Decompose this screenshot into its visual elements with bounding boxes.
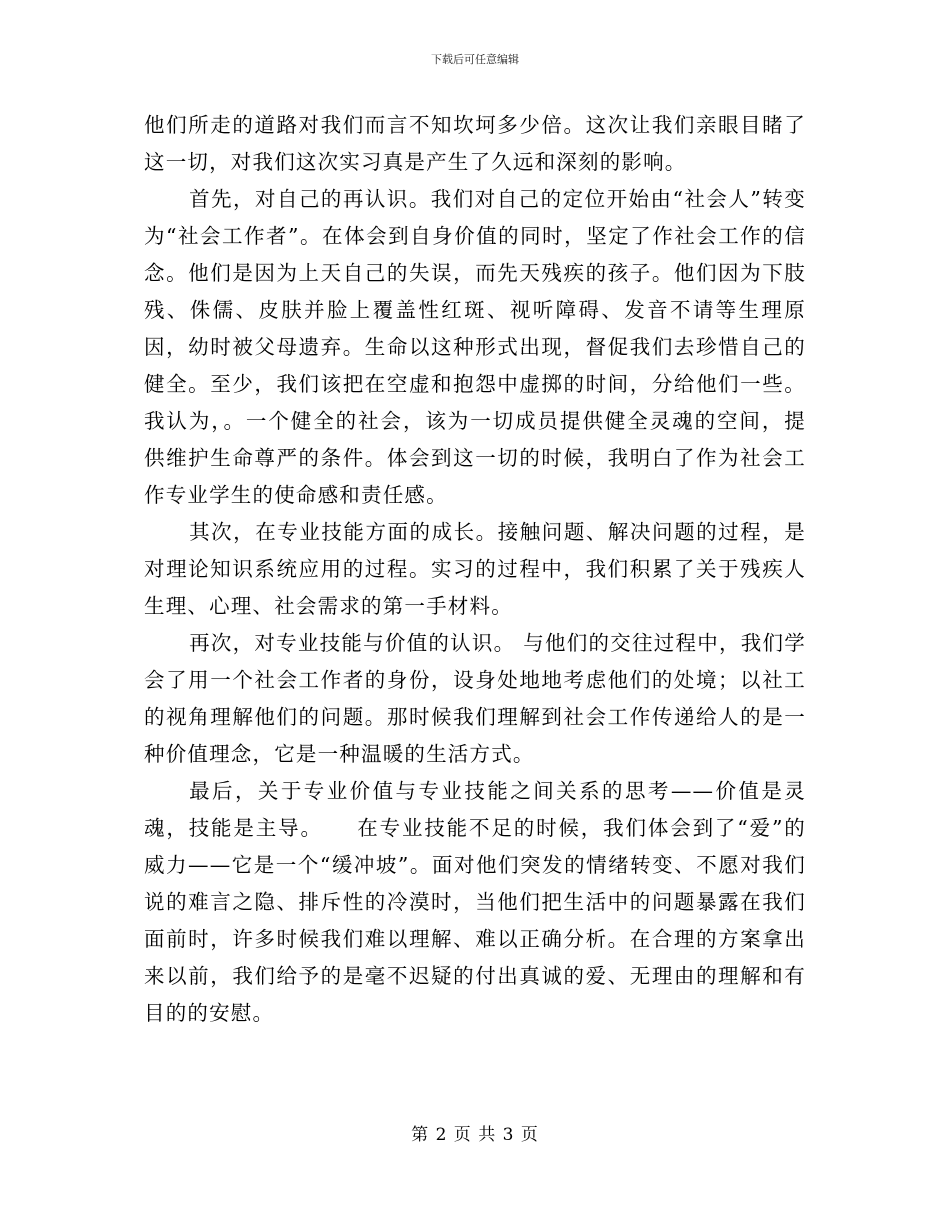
paragraph-second: 其次，在专业技能方面的成长。接触问题、解决问题的过程，是对理论知识系统应用的过程。实习的过程中，我们积累了关于残疾人生理、心理、社会需求的第一手材料。 [144,520,806,618]
paragraph-continuation: 他们所走的道路对我们而言不知坎坷多少倍。这次让我们亲眼目睹了这一切，对我们这次实习真是产生了久远和深刻的影响。 [144,113,806,174]
paragraph-last: 最后，关于专业价值与专业技能之间关系的思考——价值是灵魂，技能是主导。 在专业技能不足的时候，我们体会到了“爱”的威力——它是一个“缓冲坡”。面对他们突发的情绪转变、不愿对我们说的难言之隐、排斥性的冷漠时，当他们把生活中的问题暴露在我们面前时，许多时候我们难以理解、难以正确分析。在合理的方案拿出来以前，我们给予的是毫不迟疑的付出真诚的爱、无理由的理解和有目的的安慰。 [144,779,806,1025]
paragraph-third: 再次，对专业技能与价值的认识。 与他们的交往过程中，我们学会了用一个社会工作者的身份，设身处地地考虑他们的处境；以社工的视角理解他们的问题。那时候我们理解到社会工作传递给人的是一种价值理念，它是一种温暖的生活方式。 [144,631,806,766]
document-body [144,107,806,1032]
page-number-footer: 第 2 页 共 3 页 [411,1125,539,1145]
paragraph-first: 首先，对自己的再认识。我们对自己的定位开始由“社会人”转变为“社会工作者”。在体会到自身价值的同时，坚定了作社会工作的信念。他们是因为上天自己的失误，而先天残疾的孩子。他们因为下肢残、侏儒、皮肤并脸上覆盖性红斑、视听障碍、发音不请等生理原因，幼时被父母遗弃。生命以这种形式出现，督促我们去珍惜自己的健全。至少，我们该把在空虚和抱怨中虚掷的时间，分给他们一些。我认为，。一个健全的社会，该为一切成员提供健全灵魂的空间，提供维护生命尊严的条件。体会到这一切的时候，我明白了作为社会工作专业学生的使命感和责任感。 [144,187,806,507]
page-header: 下载后可任意编辑 [431,53,519,66]
